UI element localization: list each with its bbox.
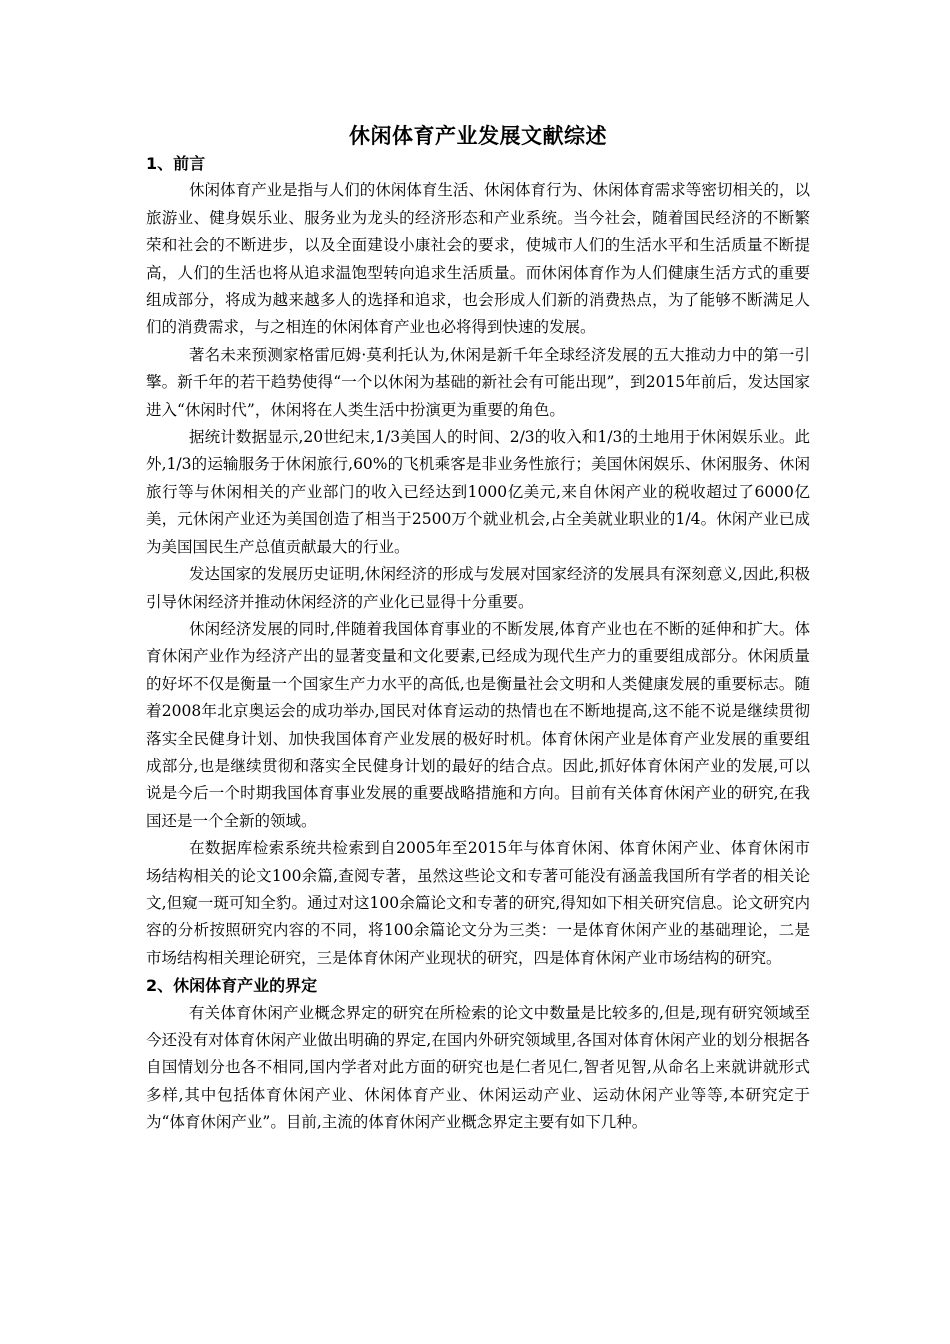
paragraph: 有关体育休闲产业概念界定的研究在所检索的论文中数量是比较多的,但是,现有研究领域至今还没有对体育休闲产业做出明确的界定,在国内外研究领域里,各国对体育休闲产业的划分根据各自国情划分也各不相同,国内学者对此方面的研究也是仁者见仁,智者见智,从命名上来就讲就形式多样,其中包括体育休闲产业、休闲体育产业、休闲运动产业、运动休闲产业等等,本研究定于为“体育休闲产业”。目前,主流的体育休闲产业概念界定主要有如下几种。 xyxy=(146,1003,810,1132)
section-introduction xyxy=(146,150,810,972)
section-heading: 1、前言 xyxy=(146,154,206,173)
document-body xyxy=(146,122,810,1137)
section-definition xyxy=(146,972,810,1136)
paragraph: 休闲经济发展的同时,伴随着我国体育事业的不断发展,体育产业也在不断的延伸和扩大。体育休闲产业作为经济产出的显著变量和文化要素,已经成为现代生产力的重要组成部分。休闲质量的好坏不仅是衡量一个国家生产力水平的高低,也是衡量社会文明和人类健康发展的重要标志。随着2008年北京奥运会的成功举办,国民对体育运动的热情也在不断地提高,这不能不说是继续贯彻落实全民健身计划、加快我国体育产业发展的极好时机。体育休闲产业是体育产业发展的重要组成部分,也是继续贯彻和落实全民健身计划的最好的结合点。因此,抓好体育休闲产业的发展,可以说是今后一个时期我国体育事业发展的重要战略措施和方向。目前有关体育休闲产业的研究,在我国还是一个全新的领域。 xyxy=(146,619,810,830)
section-heading: 2、休闲体育产业的界定 xyxy=(146,976,318,996)
paragraph: 在数据库检索系统共检索到自2005年至2015年与体育休闲、体育休闲产业、体育休闲市场结构相关的论文100余篇,查阅专著，虽然这些论文和专著可能没有涵盖我国所有学者的相关论文,但窥一斑可知全豹。通过对这100余篇论文和专著的研究,得知如下相关研究信息。论文研究内容的分析按照研究内容的不同，将100余篇论文分为三类：一是体育休闲产业的基础理论，二是市场结构相关理论研究，三是体育休闲产业现状的研究，四是体育休闲产业市场结构的研究。 xyxy=(146,839,810,967)
paragraph: 据统计数据显示,20世纪末,1/3美国人的时间、2/3的收入和1/3的土地用于休闲娱乐业。此外,1/3的运输服务于休闲旅行,60%的飞机乘客是非业务性旅行；美国休闲娱乐、休闲服务、休闲旅行等与休闲相关的产业部门的收入已经达到1000亿美元,来自休闲产业的税收超过了6000亿美，元休闲产业还为美国创造了相当于2500万个就业机会,占全美就业职业的1/4。休闲产业已成为美国国民生产总值贡献最大的行业。 xyxy=(146,428,810,556)
paragraph: 休闲体育产业是指与人们的休闲体育生活、休闲体育行为、休闲体育需求等密切相关的，以旅游业、健身娱乐业、服务业为龙头的经济形态和产业系统。当今社会，随着国民经济的不断繁荣和社会的不断进步，以及全面建设小康社会的要求，使城市人们的生活水平和生活质量不断提高，人们的生活也将从追求温饱型转向追求生活质量。而休闲体育作为人们健康生活方式的重要组成部分，将成为越来越多人的选择和追求，也会形成人们新的消费热点，为了能够不断满足人们的消费需求，与之相连的休闲体育产业也必将得到快速的发展。 xyxy=(146,181,810,337)
paragraph: 著名未来预测家格雷厄姆·莫利托认为,休闲是新千年全球经济发展的五大推动力中的第一引擎。新千年的若干趋势使得“一个以休闲为基础的新社会有可能出现”，到2015年前后，发达国家进入“休闲时代”，休闲将在人类生活中扮演更为重要的角色。 xyxy=(146,345,810,419)
document-title: 休闲体育产业发展文献综述 xyxy=(349,124,607,148)
paragraph: 发达国家的发展历史证明,休闲经济的形成与发展对国家经济的发展具有深刻意义,因此,积极引导休闲经济并推动休闲经济的产业化已显得十分重要。 xyxy=(146,565,810,611)
